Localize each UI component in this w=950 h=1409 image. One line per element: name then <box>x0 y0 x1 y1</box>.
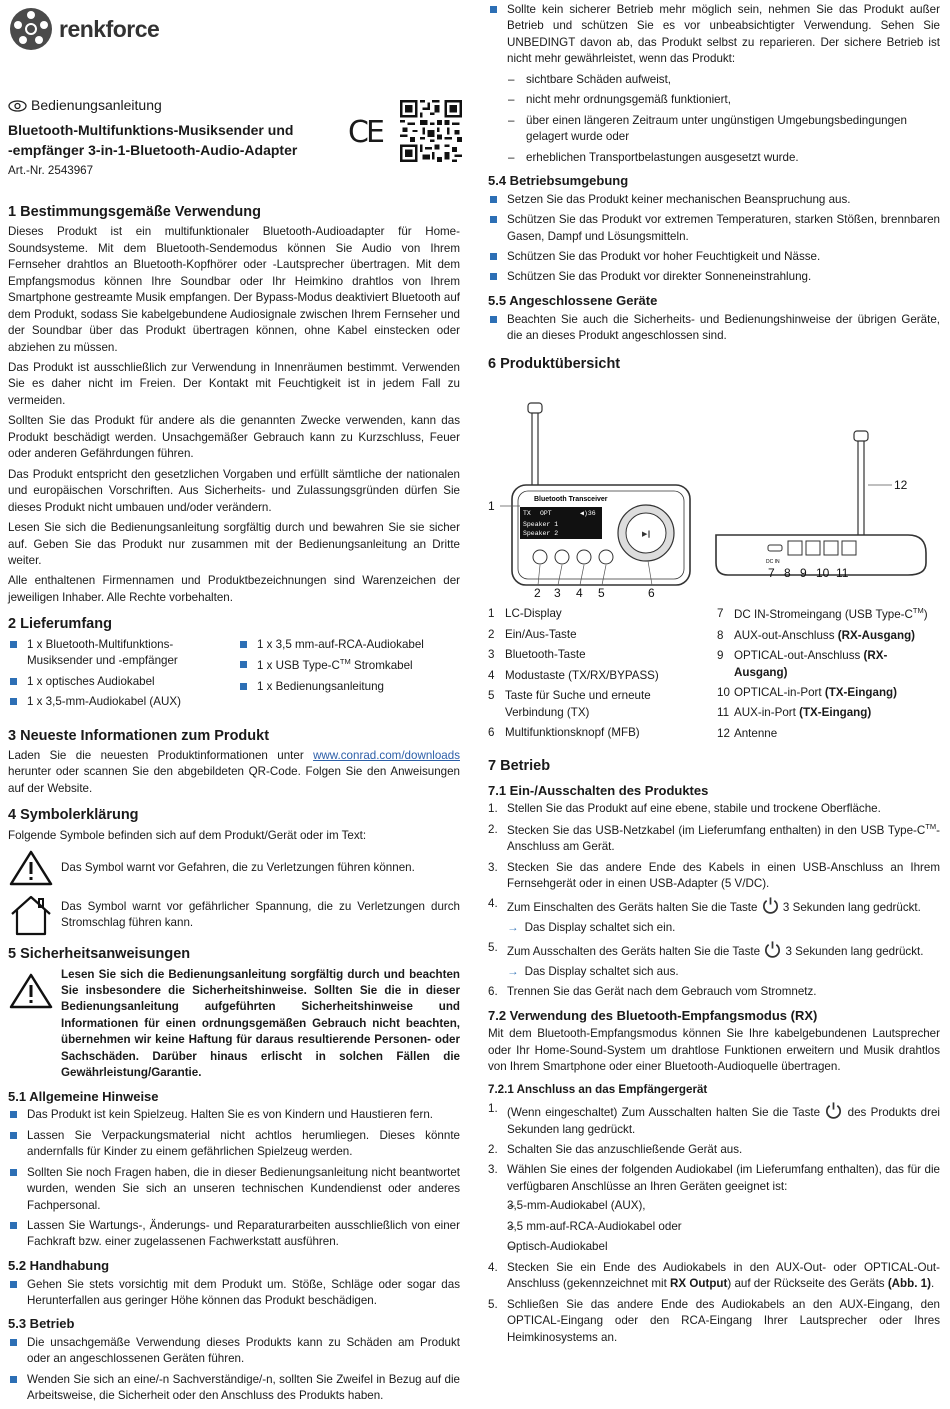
section-7-2-title: 7.2 Verwendung des Bluetooth-Empfangsmodus (RX) <box>488 1007 818 1023</box>
step-item: 1. (Wenn eingeschaltet) Zum Ausschalten halten Sie die Taste des Produkts drei Sekunden lang gedrückt. <box>488 1102 940 1136</box>
parts-list-left <box>488 606 711 746</box>
delivery-scope <box>8 637 460 718</box>
list-item: Beachten Sie auch die Sicherheits- und Bedienungshinweise der übrigen Geräte, die an dieses Produkt angeschlossen sind. <box>488 312 940 345</box>
step-item: 1. Stellen Sie das Produkt auf eine ebene, stabile und trockene Oberfläche. <box>488 802 881 816</box>
list-item: Schützen Sie das Produkt vor direkter Sonneneinstrahlung. <box>488 269 940 285</box>
list-item: Das Produkt ist kein Spielzeug. Halten Sie es von Kindern und Haustieren fern. <box>8 1107 460 1123</box>
section-3-title: 3 Neueste Informationen zum Produkt <box>8 727 270 744</box>
safety-warning <box>8 967 460 1082</box>
list-item: Lassen Sie Verpackungsmaterial nicht achtlos herumliegen. Dieses könnte andernfalls für Kinder zu einem gefährlichen Spielzeug werden. <box>8 1128 460 1161</box>
list-item: Sollten Sie noch Fragen haben, die in dieser Bedienungsanleitung nicht beantwortet wurden, wenden Sie sich an unseren technischen Kundendienst oder anderes Fachpersonal. <box>8 1165 460 1214</box>
arrow-right-icon: → <box>507 964 519 978</box>
symbol-row <box>8 850 460 886</box>
part-item: 6 Multifunktionsknopf (MFB) <box>488 726 640 739</box>
step-item: 2. Schalten Sie das anzuschließende Gerät aus. <box>488 1143 743 1156</box>
step-item: 5. Schließen Sie das andere Ende des Audiokabels an den AUX-Eingang, den OPTICAL-Eingang oder den RCA-Eingang Ihrer Lautsprecher oder Ihres Heimkinosystems an. <box>488 1297 940 1344</box>
doc-title <box>8 120 460 161</box>
power-icon <box>824 1101 843 1120</box>
doc-type-label: Bedienungsanleitung <box>31 97 162 113</box>
callout-10: 10 <box>816 565 830 580</box>
list-item: 1 x optisches Audiokabel <box>8 674 230 690</box>
s53-dash-list <box>488 72 940 166</box>
product-overview-figure <box>488 385 940 600</box>
list-item: Wenden Sie sich an eine/-n Sachverständige/-n, sollten Sie Zweifel in Bezug auf die Arbeitsweise, die Sicherheit oder den Anschluss des Produkts haben. <box>8 1372 460 1405</box>
callout-9: 9 <box>800 565 807 580</box>
list-item: 1 x 3,5-mm-Audiokabel (AUX) <box>8 694 230 710</box>
dash-item: – 3,5-mm-Audiokabel (AUX), <box>488 1198 940 1214</box>
s54-list <box>488 192 940 286</box>
symbol-description: Das Symbol warnt vor Gefahren, die zu Verletzungen führen können. <box>61 860 415 874</box>
part-item: 2 Ein/Aus-Taste <box>488 627 577 641</box>
dash-item: – Optisch-Audiokabel <box>488 1239 940 1255</box>
document-header <box>8 96 460 180</box>
section-5-2-title: 5.2 Handhabung <box>8 1257 110 1273</box>
part-item: 5 Taste für Suche und erneute Verbindung (TX) <box>488 689 651 719</box>
lcd-mode: TX <box>523 509 531 517</box>
dash-item: – sichtbare Schäden aufweist, <box>488 72 940 88</box>
section-6-title: 6 Produktübersicht <box>488 356 621 373</box>
s72-paragraph: Mit dem Bluetooth-Empfangsmodus können Sie Ihre kabelgebundenen Lautsprecher oder Ihr Home-Sound-System um drahtlose Funktionen erweitern und Musik drahtlos von Ihrem Smartphone oder einer Bluetooth-Audioquelle übertragen. <box>488 1027 940 1074</box>
callout-4: 4 <box>576 585 583 600</box>
eye-icon <box>8 100 27 112</box>
section-5-title: 5 Sicherheitsanweisungen <box>8 946 191 963</box>
power-icon <box>763 940 782 959</box>
doc-type-row <box>8 96 460 116</box>
warning-triangle-icon <box>8 973 54 1009</box>
s1-paragraph: Das Produkt ist ausschließlich zur Verwendung in Innenräumen bestimmt. Verwenden Sie es daher nicht im Freien. Der Kontakt mit Feuchtigkeit ist in jedem Fall zu vermeiden. <box>8 361 460 407</box>
device-front <box>512 403 690 585</box>
delivery-list-left <box>8 637 230 715</box>
dash-item: – erheblichen Transportbelastungen ausgesetzt wurde. <box>488 150 940 166</box>
play-pause-icon: ▶‖ <box>642 529 651 538</box>
s71-steps-end <box>488 984 940 1000</box>
dash-item: – 3,5 mm-auf-RCA-Audiokabel oder <box>488 1219 940 1235</box>
section-7-title: 7 Betrieb <box>488 758 551 775</box>
callout-5: 5 <box>598 585 605 600</box>
part-item: 8 AUX-out-Anschluss (RX-Ausgang) <box>717 628 916 642</box>
lcd-source: OPT <box>540 509 552 517</box>
s1-paragraph: Dieses Produkt ist ein multifunktionaler Bluetooth-Audioadapter für Home-Soundsysteme. Mit dem Bluetooth-Sendemodus können Sie Audio von Ihrem Fernseher drahtlos an Bluetooth-Kopfhörer oder -Lautsprecher übertragen. Mit dem Empfangsmodus können Ihre Soundbar oder Ihr Heimkino drahtlos von Ihrem Smartphone gestreamte Musik empfangen. Der Bypass-Modus deaktiviert Bluetooth auf dem Produkt, sodass Sie kabelgebundene Audiosignale zwischen Ihrem Fernseher und der Soundbar über das Produkt übertragen können, ohne Kabel einstecken oder abziehen zu müssen. <box>8 225 460 354</box>
list-item: 1 x Bedienungsanleitung <box>238 679 460 695</box>
doc-title-line2: -empfänger 3-in-1-Bluetooth-Audio-Adapter <box>8 142 298 159</box>
left-column <box>8 194 460 1409</box>
callout-7: 7 <box>768 565 775 580</box>
s71-steps <box>488 801 940 917</box>
cable-options <box>488 1198 940 1255</box>
safety-warning-text: Lesen Sie sich die Bedienungsanleitung sorgfältig durch und beachten Sie insbesondere die Sicherheitshinweise. Sollten Sie die in dieser Bedienungsanleitung aufgeführten Sicherheitshinweise und Informationen für einen ordnungsgemäßen Gebrauch nicht beachten, übernehmen wir keine Haftung für daraus resultierende Personen- oder Sachschäden. Darüber hinaus erlischt in solchen Fällen die Gewährleistung/Garantie. <box>61 967 460 1080</box>
step-item: 4. Stecken Sie ein Ende des Audiokabels in den AUX-Out- oder OPTICAL-Out-Anschluss (gekennzeichnet mit RX Output) auf der Rückseite des Geräts (Abb. 1). <box>488 1260 940 1291</box>
s52-list <box>8 1277 460 1310</box>
brand-logo <box>8 6 159 52</box>
device-label: Bluetooth Transceiver <box>534 495 608 503</box>
callout-8: 8 <box>784 565 791 580</box>
s51-list <box>8 1107 460 1251</box>
symbol-row <box>8 894 460 936</box>
callout-11: 11 <box>836 565 849 580</box>
part-item: 9 OPTICAL-out-Anschluss (RX-Ausgang) <box>717 649 888 679</box>
lcd-line3: Speaker 2 <box>523 529 559 537</box>
section-4-title: 4 Symbolerklärung <box>8 807 139 824</box>
part-item: 12 Antenne <box>717 726 778 740</box>
step-item: 3. Stecken Sie das andere Ende des Kabels in einen USB-Anschluss an Ihrem Fernsehgerät oder in einen USB-Adapter (5 V/DC). <box>488 860 940 890</box>
s4-intro: Folgende Symbole befinden sich auf dem Produkt/Gerät oder im Text: <box>8 828 367 842</box>
part-item: 11 AUX-in-Port (TX-Eingang) <box>717 706 872 720</box>
list-item: Lassen Sie Wartungs-, Änderungs- und Reparaturarbeiten ausschließlich von einer Fachkraft bzw. einer zugelassenen Fachwerkstatt ausführen. <box>8 1218 460 1251</box>
s3-paragraph: Laden Sie die neuesten Produktinformationen unter www.conrad.com/downloads herunter oder scannen Sie den abgebildeten QR-Code. Folgen Sie den Anweisungen auf der Website. <box>8 748 460 795</box>
lcd-status: ◀)36 <box>580 509 596 517</box>
dash-item: – nicht mehr ordnungsgemäß funktioniert, <box>488 92 940 108</box>
renkforce-logo-icon <box>8 6 54 52</box>
part-item: 7 DC IN-Stromeingang (USB Type-C™) <box>717 606 928 622</box>
step-item: 5. Zum Ausschalten des Geräts halten Sie die Taste 3 Sekunden lang gedrückt. <box>488 941 924 959</box>
part-item: 10 OPTICAL-in-Port (TX-Eingang) <box>717 685 897 699</box>
s1-paragraph: Sollten Sie das Produkt für andere als die genannten Zwecke verwenden, kann das Produkt beschädigt werden. Unsachgemäßer Gebrauch kann zu Kurzschluss, Feuer oder anderen Gefährdungen führen. <box>8 414 460 461</box>
callout-3: 3 <box>554 585 561 600</box>
list-item: 1 x USB Type-C™ Stromkabel <box>238 657 460 674</box>
section-1-title: 1 Bestimmungsgemäße Verwendung <box>8 204 262 220</box>
brand-name: renkforce <box>59 15 160 42</box>
dash-item: – über einen längeren Zeitraum unter ungünstigen Umgebungsbedingungen gelagert wurde oder <box>488 113 940 146</box>
symbol-description: Das Symbol warnt vor gefährlicher Spannung, die zu Verletzungen durch Stromschlag führen kann. <box>61 899 460 930</box>
delivery-list-right <box>238 637 460 715</box>
s55-list <box>488 312 940 345</box>
list-item: 1 x Bluetooth-Multifunktions-Musiksender und -empfänger <box>8 637 230 670</box>
arrow-right-icon: → <box>507 920 519 934</box>
callout-2: 2 <box>534 585 541 600</box>
list-item: 1 x 3,5 mm-auf-RCA-Audiokabel <box>238 637 460 653</box>
s1-paragraph: Das Produkt entspricht den gesetzlichen Vorgaben und erfüllt sämtliche der nationalen und europäischen Vorschriften. Aus Sicherheits- und Zulassungsgründen dürfen Sie dieses Produkt nicht umbauen und/oder verändern. <box>8 467 460 514</box>
section-5-4-title: 5.4 Betriebsumgebung <box>488 173 629 189</box>
parts-list-right <box>717 606 940 746</box>
parts-list <box>488 606 940 746</box>
article-number: Art.-Nr. 2543967 <box>8 164 94 178</box>
section-7-2-1-title: 7.2.1 Anschluss an das Empfängergerät <box>488 1082 708 1096</box>
ce-mark: CE <box>348 115 382 150</box>
doc-title-line1: Bluetooth-Multifunktions-Musiksender und <box>8 121 294 138</box>
list-item: Gehen Sie stets vorsichtig mit dem Produkt um. Stöße, Schläge oder sogar das Herunterfallen aus geringer Höhe können das Produkt beschädigen. <box>8 1277 460 1310</box>
qr-code-icon <box>400 100 462 162</box>
section-5-1-title: 5.1 Allgemeine Hinweise <box>8 1088 159 1104</box>
callout-12: 12 <box>894 477 908 492</box>
part-item: 4 Modustaste (TX/RX/BYPASS) <box>488 668 659 682</box>
s1-paragraph: Lesen Sie sich die Bedienungsanleitung sorgfältig durch und bewahren Sie sie sicher auf. Geben Sie das Produkt nur zusammen mit der Bedienungsanleitung an Dritte weiter. <box>8 521 460 567</box>
warning-triangle-icon <box>8 850 54 886</box>
list-item: Die unsachgemäße Verwendung dieses Produkts kann zu Schäden am Produkt oder an angeschlossenen Geräten führen. <box>8 1335 460 1368</box>
s71-steps-cont <box>488 940 940 960</box>
step-item: 6. Trennen Sie das Gerät nach dem Gebrauch vom Stromnetz. <box>488 985 817 999</box>
downloads-link[interactable]: www.conrad.com/downloads <box>313 748 460 762</box>
right-column <box>488 2 940 1350</box>
dc-in-label: DC IN <box>766 558 780 565</box>
s721-steps <box>488 1101 940 1346</box>
callout-6: 6 <box>648 585 655 600</box>
s1-paragraph: Alle enthaltenen Firmennamen und Produktbezeichnungen sind Warenzeichen der jeweiligen Inhaber. Alle Rechte vorbehalten. <box>8 574 460 604</box>
part-item: 1 LC-Display <box>488 607 562 621</box>
step-item: 3. Wählen Sie eines der folgenden Audiokabel (im Lieferumfang enthalten), das für die verfügbaren Anschlüsse an Ihren Geräten geeignet ist: – 3,5-mm-Audiokabel (AUX), – 3,5 mm-auf-RCA-Audiokabel oder – Optisch-Audiokabel <box>488 1162 940 1255</box>
list-item: Schützen Sie das Produkt vor extremen Temperaturen, starken Stößen, brennbaren Gasen, Dampf und Lösungsmitteln. <box>488 212 940 245</box>
s53-list <box>8 1335 460 1405</box>
list-item: Setzen Sie das Produkt keiner mechanischen Beanspruchung aus. <box>488 192 940 208</box>
part-item: 3 Bluetooth-Taste <box>488 648 586 662</box>
callout-1: 1 <box>488 498 495 513</box>
device-back <box>716 431 926 575</box>
section-5-5-title: 5.5 Angeschlossene Geräte <box>488 292 658 308</box>
list-item: Sollte kein sicherer Betrieb mehr möglich sein, nehmen Sie das Produkt außer Betrieb und schützen Sie es vor unbeabsichtigter Verwendung. Sehen Sie UNBEDINGT davon ab, das Produkt selbst zu reparieren. Der sichere Betrieb ist nicht mehr gewährleistet, wenn das Produkt: <box>488 2 940 68</box>
list-item: Schützen Sie das Produkt vor hoher Feuchtigkeit und Nässe. <box>488 249 940 265</box>
house-voltage-icon <box>8 894 54 936</box>
section-2-title: 2 Lieferumfang <box>8 616 112 633</box>
section-5-3-title: 5.3 Betrieb <box>8 1316 75 1332</box>
result-line: → Das Display schaltet sich aus. <box>507 964 679 978</box>
s53-list-continued <box>488 2 940 68</box>
result-line: → Das Display schaltet sich ein. <box>507 920 676 934</box>
step-item: 4. Zum Einschalten des Geräts halten Sie die Taste 3 Sekunden lang gedrückt. <box>488 897 921 915</box>
step-item: 2. Stecken Sie das USB-Netzkabel (im Lieferumfang enthalten) in den USB Type-C™-Anschluss am Gerät. <box>488 821 940 854</box>
power-icon <box>761 896 780 915</box>
section-7-1-title: 7.1 Ein-/Ausschalten des Produktes <box>488 782 709 798</box>
lcd-line2: Speaker 1 <box>523 520 559 528</box>
